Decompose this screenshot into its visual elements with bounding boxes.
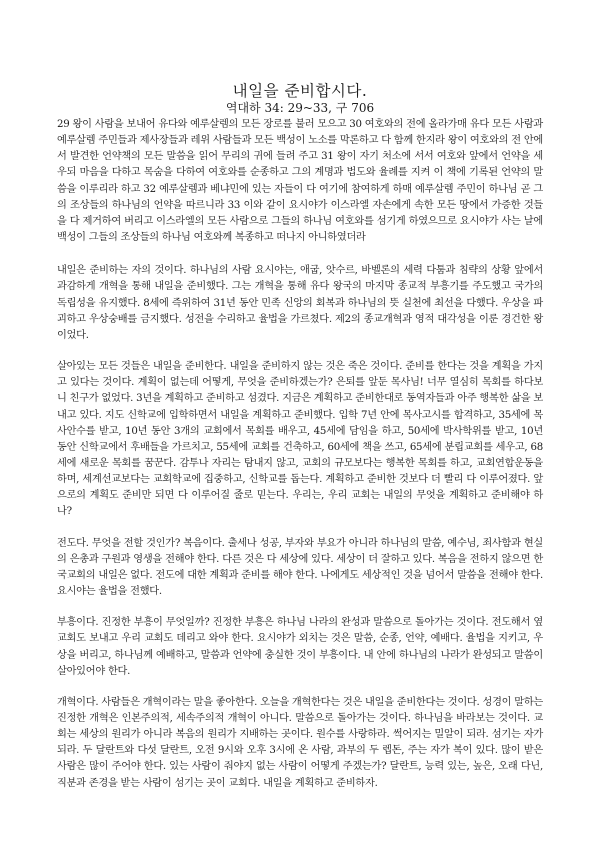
scripture-passage: 29 왕이 사람을 보내어 유다와 예루살렘의 모든 장로를 불러 모으고 30 여호와의 전에 올라가매 유다 모든 사람과 예루살렘 주민들과 제사장들과 레위 사람들과 모든 백성이 노소를 막론하고 다 함께 한지라 왕이 여호와의 전 안에서 발견한 언약책의 모든 말씀을 읽어 무리의 귀에 들려 주고 31 왕이 자기 처소에 서서 여호와 앞에서 언약을 세우되 마음을 다하고 목숨을 다하여 여호와를 순종하고 그의 계명과 법도와 율례를 지켜 이 책에 기록된 언약의 말씀을 이루리라 하고 32 예루살렘과 베냐민에 있는 자들이 다 여기에 참여하게 하매 예루살렘 주민이 하나님 곧 그의 조상들의 하나님의 언약을 따르니라 33 이와 같이 요시야가 이스라엘 자손에게 속한 모든 땅에서 가증한 것들을 다 제거하여 버리고 이스라엘의 모든 사람으로 그들의 하나님 여호와를 섬기게 하였으므로 요시야가 사는 날에 백성이 그들의 조상들의 하나님 여호와께 복종하고 떠나지 아니하였더라 bbox=[57, 119, 544, 244]
body-paragraph-5: 개혁이다. 사람들은 개혁이라는 말을 좋아한다. 오늘을 개혁한다는 것은 내일을 준비한다는 것이다. 성경이 말하는 진정한 개혁은 인본주의적, 세속주의적 개혁이 아니다. 말씀으로 돌아가는 것이다. 하나님을 바라보는 것이다. 교회는 세상의 원리가 아니라 복음의 원리가 지배하는 곳이다. 원수를 사랑하라. 썩어지는 밀알이 되라. 섬기는 자가 되라. 두 달란트와 다섯 달란트, 오전 9시와 오후 3시에 온 사람, 과부의 두 렙돈, 주는 자가 복이 있다. 많이 받은 사람은 많이 주어야 한다. 있는 사람이 줘야지 없는 사람이 어떻게 주겠는가? 달란트, 능력 있는, 높은, 오래 다닌, 직분과 존경을 받는 사람이 섬기는 곳이 교회다. 내일을 계획하고 준비하자. bbox=[57, 696, 544, 789]
document-page bbox=[57, 82, 543, 807]
body-paragraph-3: 전도다. 무엇을 전할 것인가? 복음이다. 출세나 성공, 부자와 부요가 아니라 하나님의 말씀, 예수님, 죄사함과 현실의 은총과 구원과 영생을 전해야 한다. 다른 것은 다 세상에 있다. 세상이 더 잘하고 있다. 복음을 전하지 않으면 한국교회의 내일은 없다. 전도에 대한 계획과 준비를 해야 한다. 나에게도 세상적인 것을 넘어서 말씀을 전해야 한다. 요시야는 율법을 전했다. bbox=[57, 537, 543, 598]
body-paragraph-2: 살아있는 모든 것들은 내일을 준비한다. 내일을 준비하지 않는 것은 죽은 것이다. 준비를 한다는 것을 계획을 가지고 있다는 것이다. 계획이 없는데 어떻게, 무엇을 준비하겠는가? 은퇴를 앞둔 목사님! 너무 열심히 목회를 하다보니 친구가 없었다. 3년을 계획하고 준비하고 섬겼다. 지금은 계획하고 준비한대로 동역자들과 아주 행복한 삶을 보내고 있다. 지도 신학교에 입학하면서 내일을 계획하고 준비했다. 입학 7년 안에 목사고시를 합격하고, 35세에 목사안수를 받고, 10년 동안 3개의 교회에서 목회를 배우고, 45세에 담임을 하고, 50세에 박사학위를 받고, 10년 동안 신학교에서 후배들을 가르치고, 55세에 교회를 건축하고, 60세에 책을 쓰고, 65세에 분립교회를 세우고, 68세에 새로운 목회를 꿈꾼다. 감투나 자리는 탐내지 않고, 교회의 규모보다는 행복한 목회를 하고, 교회연합운동을 하며, 세계선교보다는 교회학교에 집중하고, 신학교를 돕는다. 계획하고 준비한 것보다 더 빨리 다 이루어졌다. 앞으로의 계획도 준비만 되면 다 이루어질 줄로 믿는다. 우리는, 우리 교회는 내일의 무엇을 계획하고 준비해야 하나? bbox=[57, 361, 543, 518]
body-paragraph-4: 부흥이다. 진정한 부흥이 무엇일까? 진정한 부흥은 하나님 나라의 완성과 말씀으로 돌아가는 것이다. 전도해서 옆 교회도 보내고 우리 교회도 데리고 와야 한다. 요시야가 외치는 것은 말씀, 순종, 언약, 예배다. 율법을 지키고, 우상을 버리고, 하나님께 예배하고, 말씀과 언약에 충실한 것이 부흥이다. 내 안에 하나님의 나라가 완성되고 말씀이 살아있어야 한다. bbox=[57, 617, 543, 677]
body-paragraph-1: 내일은 준비하는 자의 것이다. 하나님의 사람 요시야는, 애굽, 앗수르, 바벨론의 세력 다툼과 침략의 상황 앞에서 과감하게 개혁을 통해 내일을 준비했다. 그는 개혁을 통해 유다 왕국의 마지막 종교적 부흥기를 주도했고 국가의 독립성을 유지했다. 8세에 즉위하여 31년 동안 민족 신앙의 회복과 하나님의 뜻 실천에 최선을 다했다. 우상을 파괴하고 우상숭배를 금지했다. 성전을 수리하고 율법을 가르쳤다. 제2의 종교개혁과 영적 대각성을 이룬 경건한 왕이었다. bbox=[57, 265, 543, 341]
scripture-reference: 역대하 34: 29~33, 구 706 bbox=[225, 101, 375, 115]
document-title: 내일을 준비합시다. bbox=[232, 82, 368, 100]
